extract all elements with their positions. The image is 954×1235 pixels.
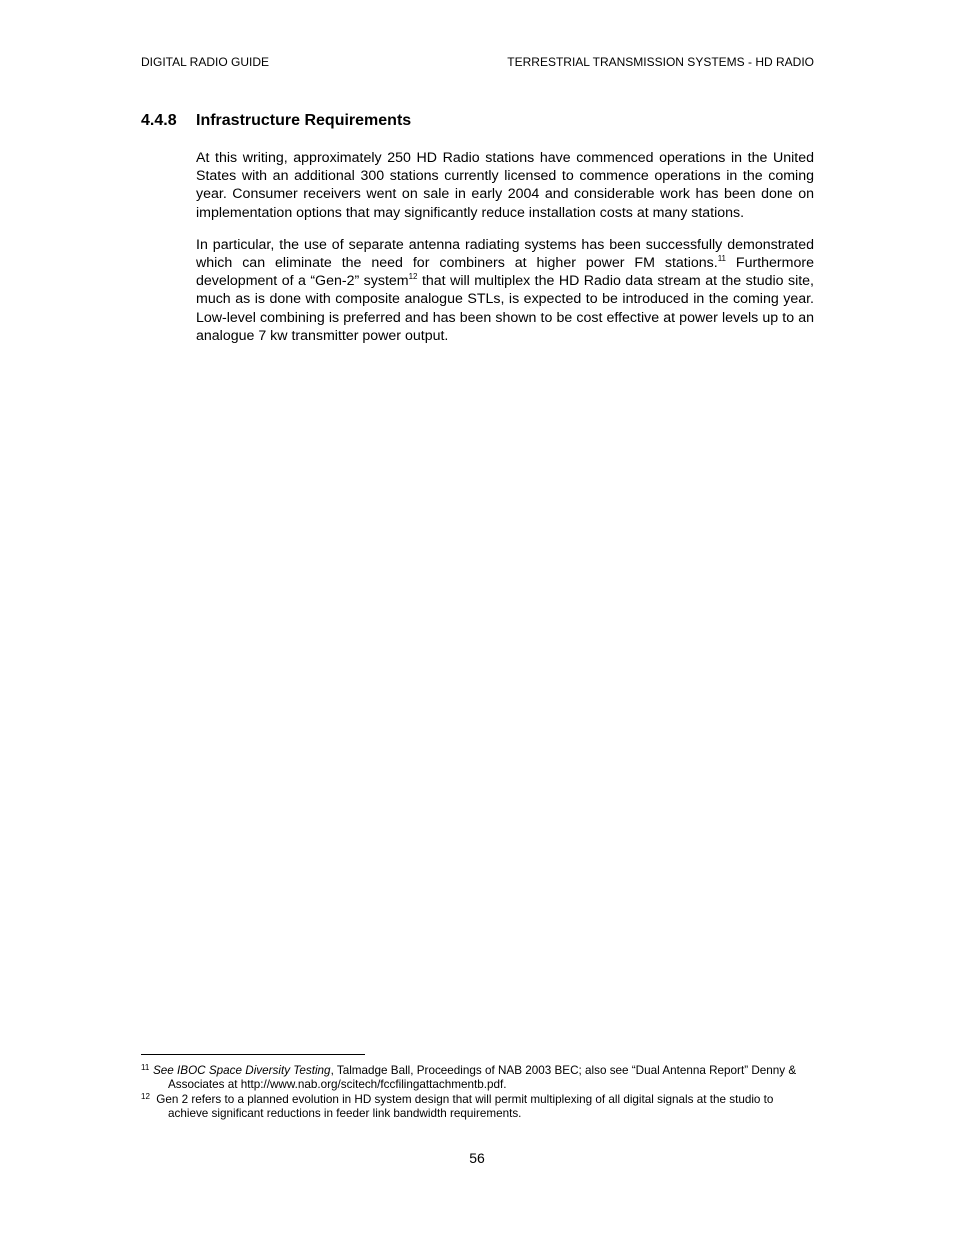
footnote-12: 12 Gen 2 refers to a planned evolution in HD system design that will permit multiplexing of all digital signals at the studio to achieve significant reductions in feeder link bandwidth requirements.: [141, 1091, 774, 1121]
section-title: Infrastructure Requirements: [196, 112, 412, 129]
paragraph-2-text-b: Furthermore development of a “Gen-2” system: [196, 255, 814, 290]
footnote-11: 11 See IBOC Space Diversity Testing, Talmadge Ball, Proceedings of NAB 2003 BEC; also see “Dual Antenna Report” Denny & Associates at http://www.nab.org/scitech/fccfilingattachmentb.pdf.: [141, 1063, 797, 1092]
footnote-citation-title: See IBOC Space Diversity Testing: [153, 1064, 331, 1077]
section-heading: [141, 111, 411, 131]
paragraph-2-text-c: that will multiplex the HD Radio data stream at the studio site, much as is done with composite analogue STLs, is expected to be introduced in the coming year. Low-level combining is preferred and has been shown to be cost effective at power levels up to an analogue 7 kw transmitter power output.: [196, 273, 814, 344]
footnote-separator: [141, 1054, 365, 1055]
footnotes: [141, 1064, 816, 1122]
section-number: 4.4.8: [141, 112, 177, 129]
footnote-text: , Talmadge Ball, Proceedings of NAB 2003 BEC; also see “Dual Antenna Report” Denny & Associates at http://www.nab.org/scitech/fccfilingattachmentb.pdf.: [168, 1064, 797, 1092]
paragraph-2: [196, 236, 814, 345]
footnote-ref-11[interactable]: 11: [717, 254, 726, 264]
paragraph-1: At this writing, approximately 250 HD Radio stations have commenced operations in the United States with an additional 300 stations currently licensed to commence operations in the coming year. Consumer receivers went on sale in early 2004 and considerable work has been done on implementation options that may significantly reduce installation costs at many stations.: [196, 150, 814, 221]
footnote-text: Gen 2 refers to a planned evolution in HD system design that will permit multiplexing of all digital signals at the studio to achieve significant reductions in feeder link bandwidth requirements.: [153, 1092, 774, 1121]
footnote-ref-12[interactable]: 12: [408, 272, 418, 282]
body-text: [196, 149, 814, 359]
header-left-title: DIGITAL RADIO GUIDE: [141, 55, 270, 69]
header-right-title: TERRESTRIAL TRANSMISSION SYSTEMS - HD RADIO: [507, 55, 814, 69]
page-number: 56: [469, 1150, 485, 1166]
paragraph-2-text-a: In particular, the use of separate antenna radiating systems has been successfully demonstrated which can eliminate the need for combiners at higher power FM stations.: [196, 236, 814, 272]
